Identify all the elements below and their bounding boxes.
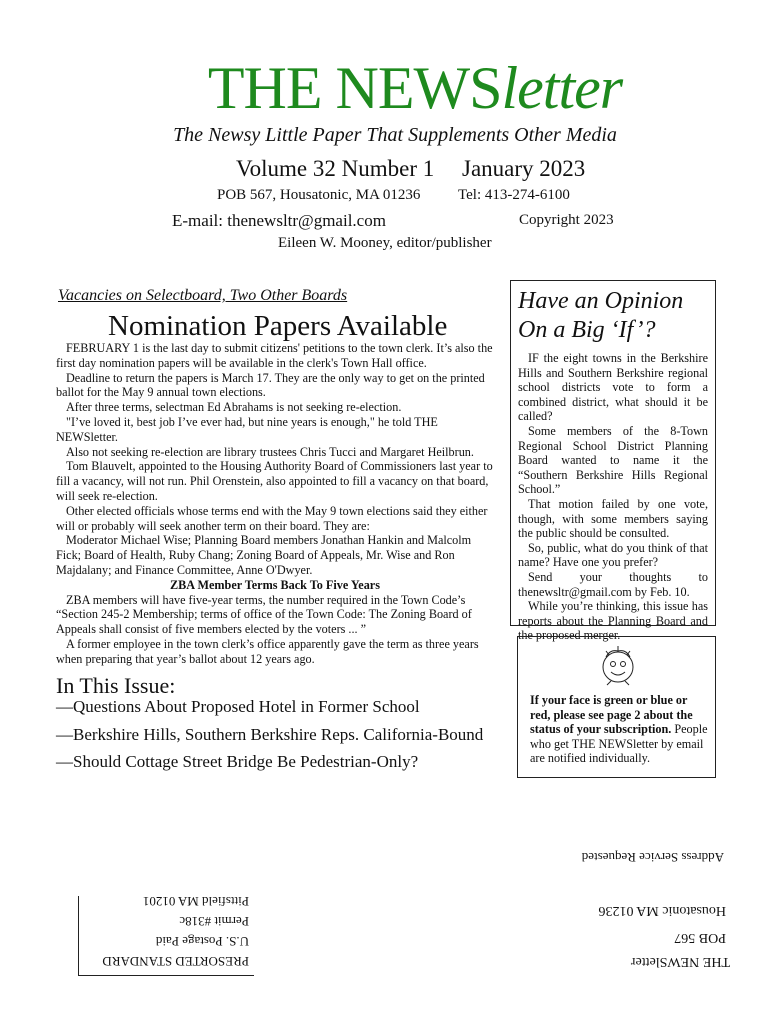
opinion-title	[518, 287, 708, 345]
article-paragraph: FEBRUARY 1 is the last day to submit citizens' petitions to the town clerk. It’s also the first day nomination papers will be available in the clerk's Town Hall office.	[56, 341, 493, 370]
masthead-script: letter	[501, 55, 623, 121]
article-body	[56, 341, 494, 667]
opinion-box	[510, 280, 716, 643]
subscription-note-box	[517, 636, 716, 778]
volume-number: Volume 32 Number 1	[236, 156, 435, 181]
issue-item: —Questions About Proposed Hotel in Former School	[56, 697, 420, 716]
newsletter-masthead	[0, 55, 770, 121]
postage-line: Permit #318c	[179, 914, 249, 929]
opinion-title-line: On a Big ‘If’?	[518, 317, 656, 343]
tagline: The Newsy Little Paper That Supplements Other Media	[173, 124, 617, 146]
issue-item: —Berkshire Hills, Southern Berkshire Reps. California-Bound	[56, 725, 484, 744]
article-paragraph: Deadline to return the papers is March 17. They are the only way to get on the printed ballot for the May 9 annual town elections.	[56, 370, 485, 400]
masthead-main: THE NEWS	[207, 55, 502, 121]
return-address-pob: POB 567	[674, 930, 726, 945]
postage-line: Pittsfield MA 01201	[142, 894, 249, 909]
postage-text	[89, 891, 249, 971]
opinion-body	[518, 351, 708, 643]
smiley-face-icon	[596, 643, 640, 687]
opinion-paragraph: So, public, what do you think of that name? Have one you prefer?	[518, 540, 708, 570]
opinion-paragraph: While you’re thinking, this issue has reports about the Planning Board and the proposed merger.	[518, 599, 708, 643]
opinion-paragraph: IF the eight towns in the Berkshire Hills and Southern Berkshire regional school districts vote to form a combined district, what should it be called?	[518, 351, 708, 424]
postage-line: U.S. Postage Paid	[155, 934, 249, 949]
article-paragraph: A former employee in the town clerk’s office apparently gave the term as three years when preparing that year’s ballot about 12 years ago.	[56, 636, 479, 666]
subscription-note-plain: People who get THE NEWSletter by email are notified individually.	[530, 722, 708, 766]
article-paragraph: Other elected officials whose terms end with the May 9 town elections said they either will or probably will seek another term on their board. They are:	[56, 503, 488, 533]
article-paragraph: Moderator Michael Wise; Planning Board members Jonathan Hankin and Malcolm Fick; Board of Health, Ruby Chang; Zoning Board of Appeals, Mr. Wise and Ron Majdalany; and Finance Committee, Anne O'Dwyer.	[56, 533, 472, 577]
return-address-city: Housatonic MA 01236	[598, 903, 726, 918]
issue-item: —Should Cottage Street Bridge Be Pedestrian-Only?	[56, 752, 419, 771]
in-this-issue-title: In This Issue:	[56, 673, 176, 698]
opinion-title-line: Have an Opinion	[518, 288, 684, 314]
postage-indicia	[78, 896, 254, 976]
telephone: Tel: 413-274-6100	[458, 187, 570, 203]
subscription-note-bold: If your face is green or blue or red, please see page 2 about the status of your subscription.	[530, 693, 693, 737]
article-paragraph: Tom Blauvelt, appointed to the Housing Authority Board of Commissioners last year to fill a vacancy, will not run. Phil Orenstein, also appointed to fill a vacancy on that board, will seek re-election.	[56, 459, 493, 503]
opinion-paragraph: Send your thoughts to thenewsltr@gmail.com by Feb. 10.	[518, 569, 708, 599]
postage-line: PRESORTED STANDARD	[102, 954, 249, 969]
issue-date: January 2023	[462, 156, 586, 181]
address-service-requested: Address Service Requested	[581, 850, 724, 865]
article-paragraph: "I’ve loved it, best job I’ve ever had, but nine years is enough," he told THE NEWSletter.	[56, 414, 438, 444]
article-paragraph: Also not seeking re-election are library trustees Chris Tucci and Margaret Heilbrun.	[66, 444, 474, 459]
opinion-paragraph: That motion failed by one vote, though, with some members saying the public should be consulted.	[518, 496, 708, 541]
article-paragraph: After three terms, selectman Ed Abrahams is not seeking re-election.	[66, 400, 402, 415]
article-subhead: ZBA Member Terms Back To Five Years	[170, 577, 380, 592]
copyright: Copyright 2023	[519, 212, 614, 228]
return-address-name: THE NEWSletter	[630, 954, 730, 969]
article-headline: Nomination Papers Available	[108, 310, 448, 342]
postal-address: POB 567, Housatonic, MA 01236	[217, 187, 421, 203]
article-paragraph: ZBA members will have five-year terms, the number required in the Town Code’s “Section 245-2 Membership; terms of office of the Town Code: The Zoning Board of Appeals shall consist of five members elected by the voters ... ”	[56, 592, 472, 637]
article-kicker: Vacancies on Selectboard, Two Other Boards	[58, 287, 348, 304]
subscription-note	[530, 693, 710, 766]
opinion-paragraph: Some members of the 8-Town Regional School District Planning Board wanted to name it the “Southern Berkshire Hills Regional School.”	[518, 423, 708, 497]
editor-credit: Eileen W. Mooney, editor/publisher	[278, 235, 492, 251]
email-address: E-mail: thenewsltr@gmail.com	[172, 211, 386, 230]
